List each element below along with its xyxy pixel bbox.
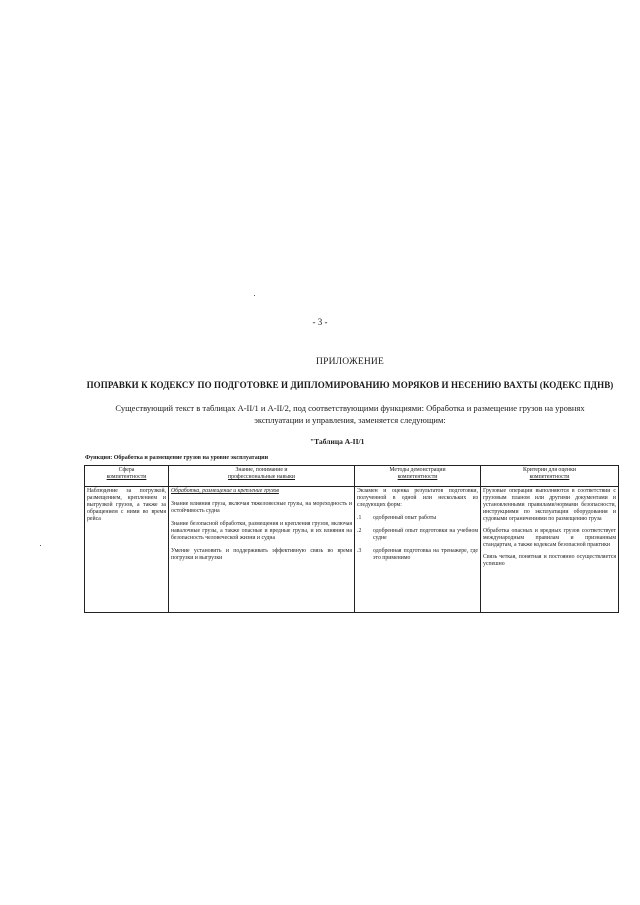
table-header-row: [85, 466, 619, 487]
header-criteria: Критерии для оценки компетентности: [481, 466, 619, 487]
method-item: .2 одобренный опыт подготовки на учебном судне: [357, 528, 478, 541]
scan-speck: [254, 295, 255, 296]
competence-cell: Наблюдение за погрузкой, размещением, креплением и выгрузкой грузов, а также за обращением с ними во время рейса: [85, 487, 169, 613]
header-knowledge: Знание, понимание и профессиональные навыки: [169, 466, 355, 487]
knowledge-item: Знание безопасной обработки, размещения и крепления грузов, включая навалочные грузы, а также опасные и вредные грузы, и их влияния на безопасность человеческой жизни и судна: [171, 521, 352, 541]
knowledge-item: Знание влияния груза, включая тяжеловесные грузы, на мореходность и остойчивость судна: [171, 501, 352, 514]
header-competence: Сфера компетентности: [85, 466, 169, 487]
intro-text: Существующий текст в таблицах А-II/1 и А-II/2, под соответствующими функциями: Обработка и размещение грузов на уровнях эксплуатации и управления, заменяется следующим:: [115, 403, 585, 425]
knowledge-heading: Обработка, размещение и крепление грузов: [171, 488, 279, 494]
criterion-item: Обработка опасных и вредных грузов соответствует международным правилам и признанным стандартам, а также кодексам безопасной практики: [483, 528, 616, 548]
competence-table: [84, 465, 619, 613]
criterion-item: Грузовые операции выполняются в соответствии с грузовым планом или другими документами и установленными правилами/нормами безопасности, инструкциями по эксплуатации оборудования и судовыми ограничениями по размещению груза: [483, 488, 616, 522]
table-title: "Таблица А-II/1: [310, 437, 365, 446]
criteria-cell: [481, 487, 619, 613]
method-item: .1 одобренный опыт работы: [357, 515, 437, 521]
methods-intro: Экзамен и оценка результатов подготовки, полученной в одной или нескольких из следующих форм:: [357, 488, 478, 508]
table-row: [85, 487, 619, 613]
header-methods: Методы демонстрации компетентности: [355, 466, 481, 487]
function-caption: Функция: Обработка и размещение грузов на уровне эксплуатации: [85, 455, 269, 461]
scan-speck: [40, 545, 41, 546]
appendix-title: ПРИЛОЖЕНИЕ: [316, 357, 384, 367]
methods-cell: [355, 487, 481, 613]
main-title: ПОПРАВКИ К КОДЕКСУ ПО ПОДГОТОВКЕ И ДИПЛОМИРОВАНИЮ МОРЯКОВ И НЕСЕНИЮ ВАХТЫ (КОДЕКС ПДНВ): [86, 380, 614, 390]
page-number: - 3 -: [312, 317, 328, 327]
knowledge-cell: [169, 487, 355, 613]
criterion-item: Связь четкая, понятная и постоянно осуществляется успешно: [483, 554, 616, 567]
knowledge-item: Умение установить и поддерживать эффективную связь во время погрузки и выгрузки: [171, 548, 352, 561]
method-item: .3 одобренная подготовка на тренажере, где это применимо: [357, 548, 478, 561]
